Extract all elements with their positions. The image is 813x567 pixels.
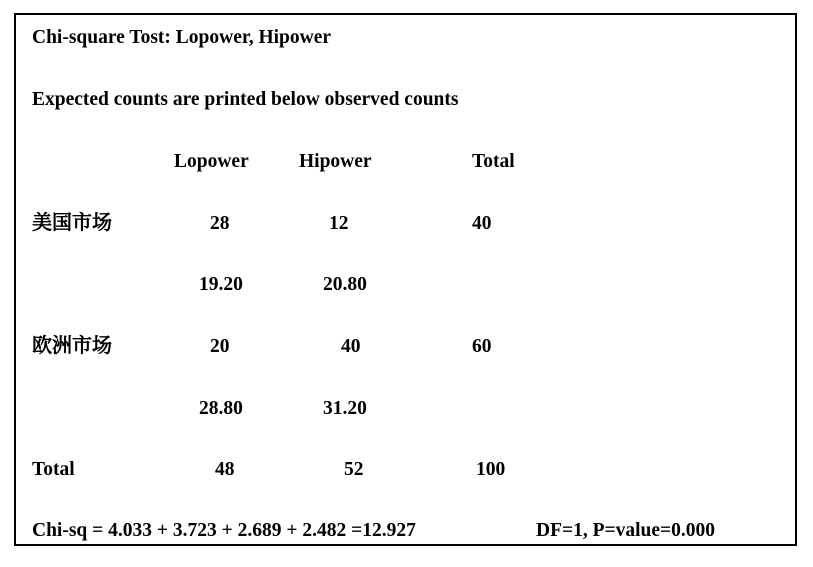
output-subtitle: Expected counts are printed below observed counts	[32, 89, 459, 110]
output-title: Chi-square Tost: Lopower, Hipower	[32, 27, 332, 48]
cell-expected: 28.80	[199, 398, 243, 419]
cell-expected: 20.80	[323, 274, 367, 295]
header-lopower: Lopower	[174, 151, 249, 172]
df-p-value: DF=1, P=value=0.000	[536, 520, 716, 541]
cell-observed: 40	[341, 336, 361, 357]
row-label-eu-market: 欧洲市场	[32, 333, 112, 357]
cell-row-total: 40	[472, 213, 492, 234]
header-hipower: Hipower	[299, 151, 372, 172]
header-total: Total	[472, 151, 515, 172]
cell-observed: 20	[210, 336, 230, 357]
cell-column-total: 52	[344, 459, 364, 480]
chi-square-output-panel	[14, 13, 797, 546]
cell-row-total: 60	[472, 336, 492, 357]
cell-grand-total: 100	[476, 459, 506, 480]
cell-expected: 19.20	[199, 274, 243, 295]
total-row-label: Total	[32, 459, 75, 480]
chi-square-statistic: Chi-sq = 4.033 + 3.723 + 2.689 + 2.482 =12.927	[32, 520, 416, 541]
cell-column-total: 48	[215, 459, 235, 480]
row-label-us-market: 美国市场	[32, 210, 112, 234]
cell-observed: 12	[329, 213, 349, 234]
cell-observed: 28	[210, 213, 230, 234]
cell-expected: 31.20	[323, 398, 367, 419]
